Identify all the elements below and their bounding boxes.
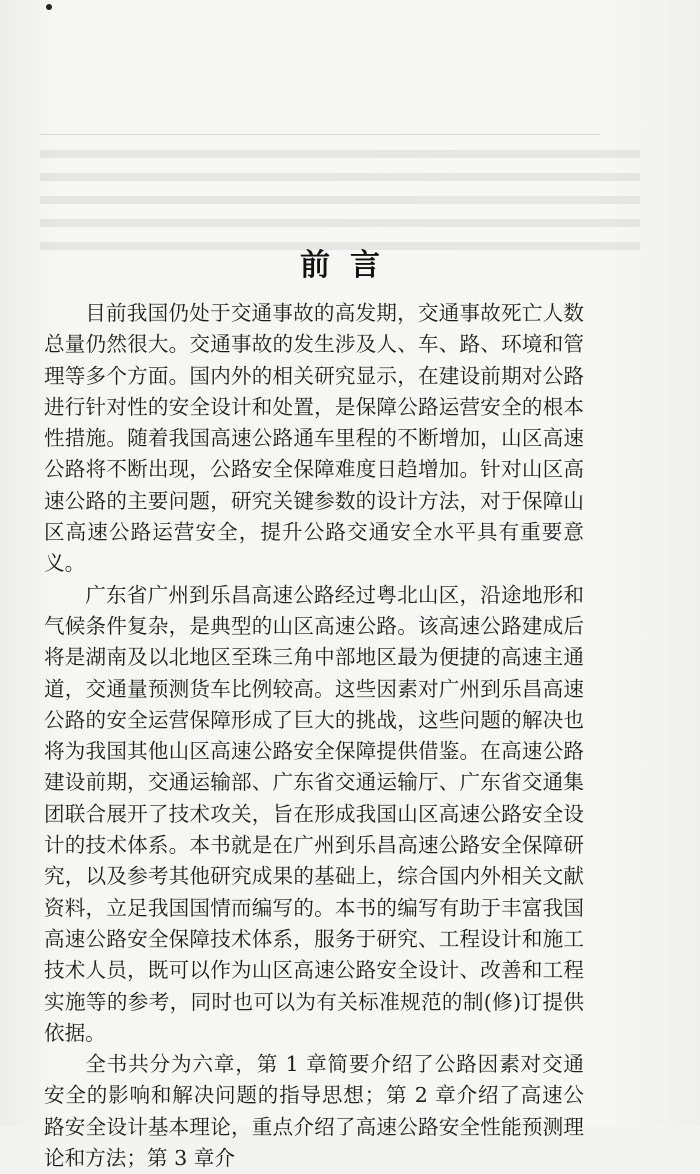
corner-mark <box>46 4 52 10</box>
paragraph-1: 目前我国仍处于交通事故的高发期，交通事故死亡人数总量仍然很大。交通事故的发生涉及人、车、路、环境和管理等多个方面。国内外的相关研究显示，在建设前期对公路进行针对性的安全设计和处置，是保障公路运营安全的根本性措施。随着我国高速公路通车里程的不断增加，山区高速公路将不断出现，公路安全保障难度日趋增加。针对山区高速公路的主要问题，研究关键参数的设计方法，对于保障山区高速公路运营安全，提升公路交通安全水平具有重要意义。 <box>44 301 584 576</box>
paragraph-2: 广东省广州到乐昌高速公路经过粤北山区，沿途地形和气候条件复杂，是典型的山区高速公路。该高速公路建成后将是湖南及以北地区至珠三角中部地区最为便捷的高速主通道，交通量预测货车比例较高。这些因素对广州到乐昌高速公路的安全运营保障形成了巨大的挑战，这些问题的解决也将为我国其他山区高速公路安全保障提供借鉴。在高速公路建设前期，交通运输部、广东省交通运输厅、广东省交通集团联合展开了技术攻关，旨在形成我国山区高速公路安全设计的技术体系。本书就是在广州到乐昌高速公路安全保障研究，以及参考其他研究成果的基础上，综合国内外相关文献资料，立足我国国情而编写的。本书的编写有助于丰富我国高速公路安全保障技术体系，服务于研究、工程设计和施工技术人员，既可以作为山区高速公路安全设计、改善和工程实施等的参考，同时也可以为有关标准规范的制(修)订提供依据。 <box>44 582 584 1045</box>
page-title: 前言 <box>300 248 400 283</box>
body-text <box>44 298 584 1174</box>
bleed-through-header-rule <box>40 134 600 135</box>
paragraph-3: 全书共分为六章，第 1 章简要介绍了公路因素对交通安全的影响和解决问题的指导思想；第 2 章介绍了高速公路安全设计基本理论，重点介绍了高速公路安全性能预测理论和方法；第 3 章介 <box>44 1052 584 1171</box>
